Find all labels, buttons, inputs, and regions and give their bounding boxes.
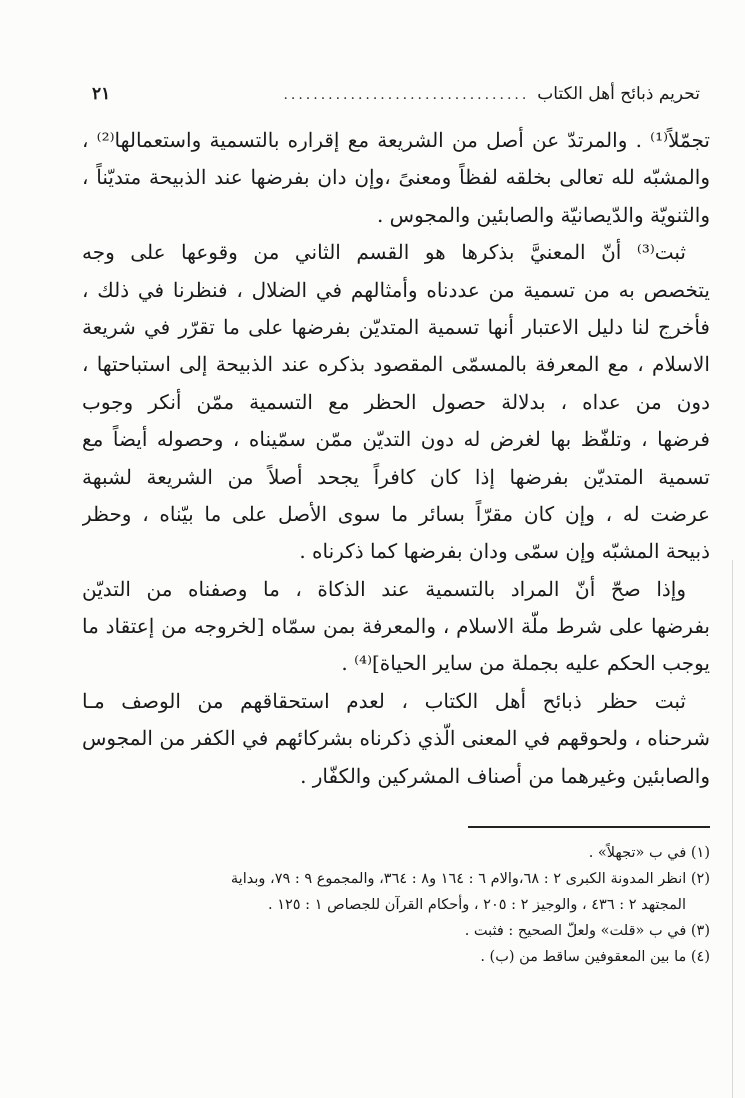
text-line: تجمّلاً⁽¹⁾ . والمرتدّ عن أصل من الشريعة مع إقراره بالتسمية واستعمالها⁽²⁾ ،: [82, 128, 710, 152]
main-text: [82, 122, 710, 795]
text-line: دون من عداه ، بدلالة حصول الحظر مع التسمية ممّن أنكر وجوب: [82, 389, 710, 414]
text-line: والثنويّة والدّيصانيّة والصابئين والمجوس .: [376, 202, 710, 227]
footnote: (١) في ب «تجهلاً» .: [588, 845, 710, 861]
footnote: (٣) في ب «قلت» ولعلّ الصحيح : فثبت .: [464, 923, 710, 939]
leader-dots: .................................: [283, 87, 530, 103]
footnotes: [82, 840, 710, 970]
text-line: يتخصص به من تسمية من عددناه وأمثالهم في الضلال ، فنظرنا في ذلك ،: [82, 277, 710, 302]
footnote-separator: [468, 826, 710, 828]
paragraph-start-line: ثبت⁽³⁾ أنّ المعنيَّ بذكرها هو القسم الثاني من وقوعها على وجه: [82, 240, 686, 265]
page-number: ٢١: [92, 84, 111, 104]
text-line: عرضت له ، وإن كان مقرّاً بسائر ما سوى الأصل على ما بيّناه ، وحظر: [82, 501, 710, 526]
footnote: (٤) ما بين المعقوفين ساقط من (ب) .: [480, 949, 710, 965]
page-edge-shadow: [732, 560, 733, 1098]
running-title: تحريم ذبائح أهل الكتاب: [537, 84, 700, 104]
text-line: يوجب الحكم عليه بجملة من ساير الحياة]⁽⁴⁾ .: [341, 651, 710, 676]
text-line: فأخرج لنا دليل الاعتبار أنها تسمية المتديّن بفرضها على ما تقرّر في شريعة: [82, 314, 710, 339]
text-line: والمشبّه لله تعالى بخلقه لفظاً ومعنىً ،وإن دان بفرضها عند الذبيحة متديّناً ،: [82, 165, 710, 190]
text-line: شرحناه ، ولحوقهم في المعنى الّذي ذكرناه بشركائهم في الكفر من المجوس: [82, 726, 710, 751]
text-line: فرضها ، وتلفّظ بها لغرض له دون التديّن ممّن سمّيناه ، وحصوله أيضاً مع: [82, 427, 710, 452]
footnote-continuation: المجتهد ٢ : ٤٣٦ ، والوجيز ٢ : ٢٠٥ ، وأحكام القرآن للجصاص ١ : ١٢٥ .: [267, 897, 686, 913]
text-line: بفرضها على شرط ملّة الاسلام ، والمعرفة بمن سمّاه [لخروجه من إعتقاد ما: [82, 614, 710, 639]
running-header: [92, 84, 700, 110]
text-line: ذبيحة المشبّه وإن سمّى ودان بفرضها كما ذكرناه .: [299, 539, 710, 564]
text-line: والصابئين وغيرهما من أصناف المشركين والكفّار .: [300, 763, 710, 788]
text-line: تسمية المتديّن بفرضها إذا كان كافراً يجحد أصلاً من الشريعة لشبهة: [82, 464, 710, 489]
paragraph-start-line: ثبت حظر ذبائح أهل الكتاب ، لعدم استحقاقهم من الوصف مـا: [82, 688, 686, 713]
footnote: (٢) انظر المدونة الكبرى ٢ : ٦٨،والام ٦ : ١٦٤ و٨ : ٣٦٤، والمجموع ٩ : ٧٩، وبداية: [230, 871, 710, 887]
paragraph-start-line: وإذا صحّ أنّ المراد بالتسمية عند الذكاة ، ما وصفناه من التديّن: [82, 576, 687, 601]
text-line: الاسلام ، مع المعرفة بالمسمّى المقصود بذكره عند الذبيحة إلى استباحتها ،: [82, 352, 710, 377]
